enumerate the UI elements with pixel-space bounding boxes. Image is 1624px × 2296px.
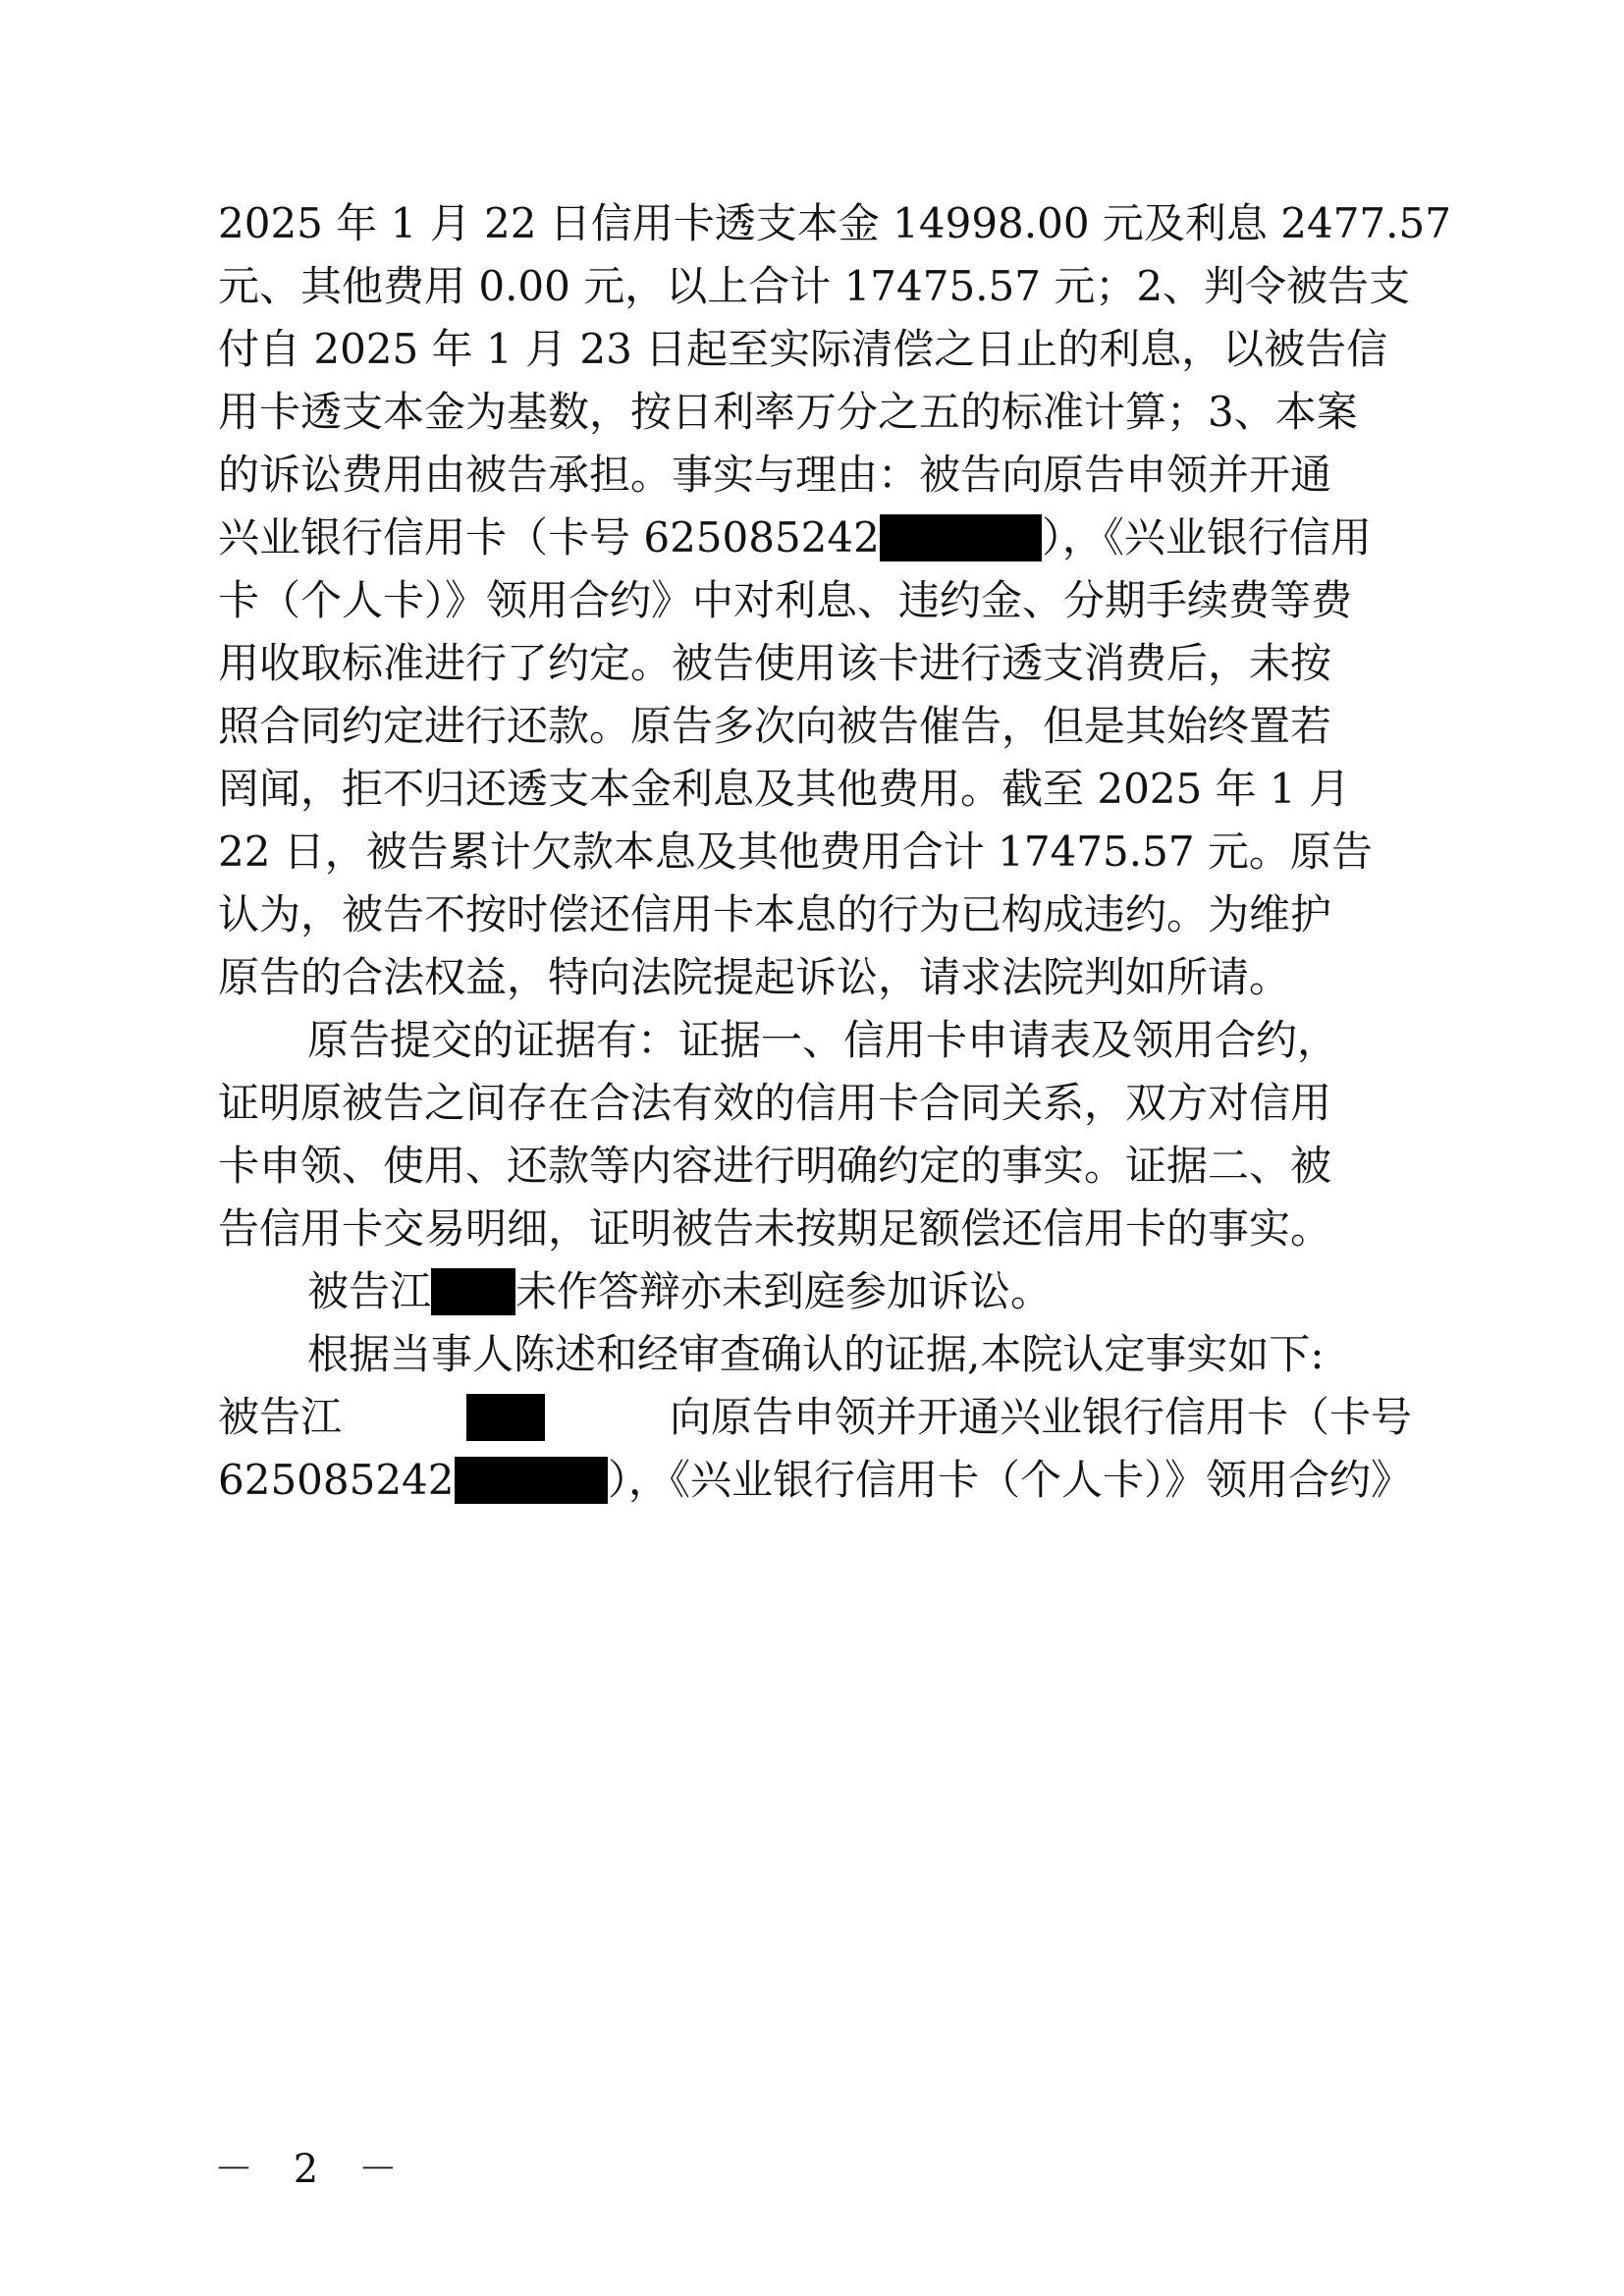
page-number: － 2 － — [214, 2147, 411, 2192]
line-segment: 未作答辩亦未到庭参加诉讼。 — [515, 1267, 1053, 1315]
line-segment: 向原告申领并开通兴业银行信用卡（卡号 — [669, 1393, 1412, 1441]
body-line: 认为，被告不按时偿还信用卡本息的行为已构成违约。为维护 — [218, 890, 1332, 938]
body-line: 根据当事人陈述和经审查确认的证据,本院认定事实如下: — [307, 1330, 1325, 1378]
body-line: 照合同约定进行还款。原告多次向被告催告，但是其始终置若 — [218, 702, 1332, 750]
body-line: 证明原被告之间存在合法有效的信用卡合同关系，双方对信用 — [218, 1079, 1332, 1127]
line-segment: 625085242 — [218, 1456, 455, 1504]
body-line: 付自 2025 年 1 月 23 日起至实际清偿之日止的利息，以被告信 — [218, 325, 1388, 373]
line-segment: ），《兴业银行信用 — [1041, 513, 1372, 561]
body-line: 22 日，被告累计欠款本息及其他费用合计 17475.57 元。原告 — [218, 828, 1373, 876]
line-segment: 被告江 — [307, 1267, 432, 1315]
body-line — [218, 1441, 1412, 1520]
redaction-block — [880, 514, 1042, 561]
body-line: 用收取标准进行了约定。被告使用该卡进行透支消费后，未按 — [218, 639, 1332, 687]
body-line: 原告的合法权益，特向法院提起诉讼，请求法院判如所请。 — [218, 953, 1291, 1001]
body-line: 用卡透支本金为基数，按日利率万分之五的标准计算；3、本案 — [218, 388, 1358, 436]
redaction-block — [431, 1268, 515, 1315]
line-segment: ），《兴业银行信用卡（个人卡）》领用合约》 — [607, 1456, 1412, 1504]
body-line: 原告提交的证据有：证据一、信用卡申请表及领用合约， — [307, 1016, 1339, 1064]
line-segment: 兴业银行信用卡（卡号 625085242 — [218, 513, 880, 561]
redaction-block — [466, 1394, 545, 1441]
body-line: 卡（个人卡）》领用合约》中对利息、违约金、分期手续费等费 — [218, 576, 1353, 624]
line-segment: 被告江 — [218, 1393, 343, 1441]
body-line: 卡申领、使用、还款等内容进行明确约定的事实。证据二、被 — [218, 1142, 1332, 1190]
body-line: 2025 年 1 月 22 日信用卡透支本金 14998.00 元及利息 2477.57 — [218, 199, 1451, 247]
redaction-block — [455, 1457, 608, 1504]
body-line: 罔闻，拒不归还透支本金利息及其他费用。截至 2025 年 1 月 — [218, 765, 1351, 813]
body-line: 告信用卡交易明细，证明被告未按期足额偿还信用卡的事实。 — [218, 1204, 1332, 1253]
body-line: 元、其他费用 0.00 元，以上合计 17475.57 元；2、判令被告支 — [218, 262, 1411, 310]
body-line: 的诉讼费用由被告承担。事实与理由：被告向原告申领并开通 — [218, 451, 1332, 499]
